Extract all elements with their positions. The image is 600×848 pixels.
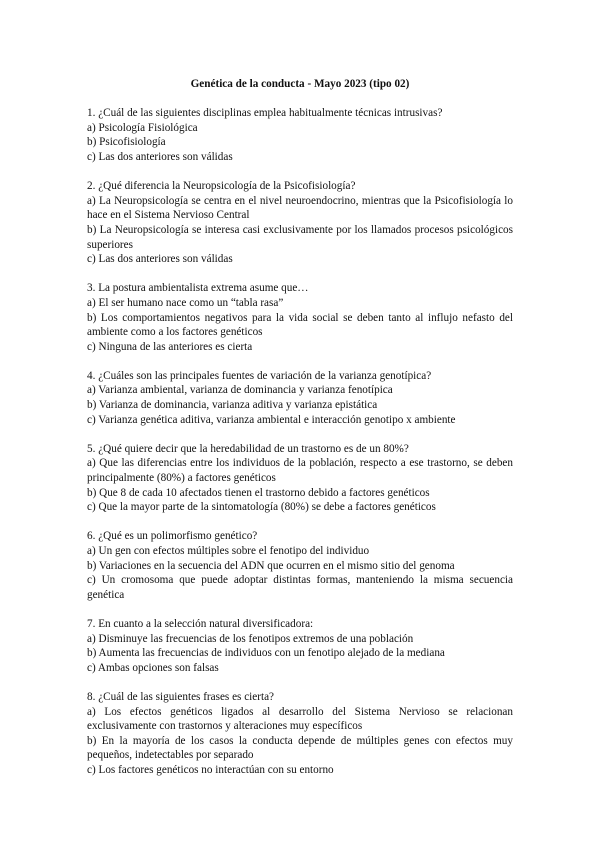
question-5 [87,442,513,515]
question-2 [87,179,513,267]
question-8 [87,690,513,778]
answer-option: b) Aumenta las frecuencias de individuos con un fenotipo alejado de la mediana [87,647,445,660]
answer-option: b) Que 8 de cada 10 afectados tienen el trastorno debido a factores genéticos [87,486,430,499]
answer-option: c) Ninguna de las anteriores es cierta [87,340,253,353]
answer-option: c) Las dos anteriores son válidas [87,253,233,266]
answer-option: c) Ambas opciones son falsas [87,661,219,674]
question-text: 8. ¿Cuál de las siguientes frases es cierta? [87,690,275,703]
answer-option: b) Varianza de dominancia, varianza aditiva y varianza epistática [87,399,378,412]
answer-option: c) Las dos anteriores son válidas [87,150,233,163]
answer-option: b) Variaciones en la secuencia del ADN que ocurren en el mismo sitio del genoma [87,559,455,572]
question-3 [87,281,513,354]
answer-option: b) Psicofisiología [87,136,166,149]
question-text: 2. ¿Qué diferencia la Neuropsicología de la Psicofisiología? [87,180,356,193]
answer-option: a) Disminuye las frecuencias de los fenotipos extremos de una población [87,632,414,645]
answer-option: a) La Neuropsicología se centra en el nivel neuroendocrino, mientras que la Psicofisiología lo hace en el Sistema Nervioso Central [87,194,513,222]
answer-option: b) Los comportamientos negativos para la vida social se deben tanto al influjo nefasto del ambiente como a los factores genéticos [87,311,513,339]
answer-option: c) Que la mayor parte de la sintomatología (80%) se debe a factores genéticos [87,501,436,514]
answer-option: a) Un gen con efectos múltiples sobre el fenotipo del individuo [87,545,370,557]
question-6 [87,529,513,602]
question-text: 4. ¿Cuáles son las principales fuentes de variación de la varianza genotípica? [87,369,432,382]
question-7 [87,617,513,675]
exam-page [87,77,513,792]
answer-option: a) Psicología Fisiológica [87,121,198,134]
answer-option: c) Un cromosoma que puede adoptar distintas formas, manteniendo la misma secuencia genética [87,574,513,601]
answer-option: c) Los factores genéticos no interactúan con su entorno [87,763,334,776]
question-text: 7. En cuanto a la selección natural diversificadora: [87,617,314,630]
question-text: 5. ¿Qué quiere decir que la heredabilidad de un trastorno es de un 80%? [87,442,409,455]
question-list [87,106,513,777]
exam-title: Genética de la conducta - Mayo 2023 (tipo 02) [190,78,410,90]
answer-option: b) En la mayoría de los casos la conducta depende de múltiples genes con efectos muy pequeños, indetectables por separado [87,734,513,762]
question-4 [87,369,513,427]
question-text: 1. ¿Cuál de las siguientes disciplinas emplea habitualmente técnicas intrusivas? [87,107,443,120]
answer-option: b) La Neuropsicología se interesa casi exclusivamente por los llamados procesos psicológicos superiores [87,223,513,251]
answer-option: a) Los efectos genéticos ligados al desarrollo del Sistema Nervioso se relacionan exclusivamente con trastornos y alteraciones muy específicos [87,705,513,733]
question-1 [87,106,513,164]
question-text: 6. ¿Qué es un polimorfismo genético? [87,530,258,543]
answer-option: a) Varianza ambiental, varianza de dominancia y varianza fenotípica [87,384,393,397]
answer-option: a) Que las diferencias entre los individuos de la población, respecto a ese trastorno, se deben principalmente (80%) a factores genéticos [87,457,513,485]
answer-option: c) Varianza genética aditiva, varianza ambiental e interacción genotipo x ambiente [87,413,456,426]
answer-option: a) El ser humano nace como un “tabla rasa” [87,296,284,309]
question-text: 3. La postura ambientalista extrema asume que… [87,282,309,295]
